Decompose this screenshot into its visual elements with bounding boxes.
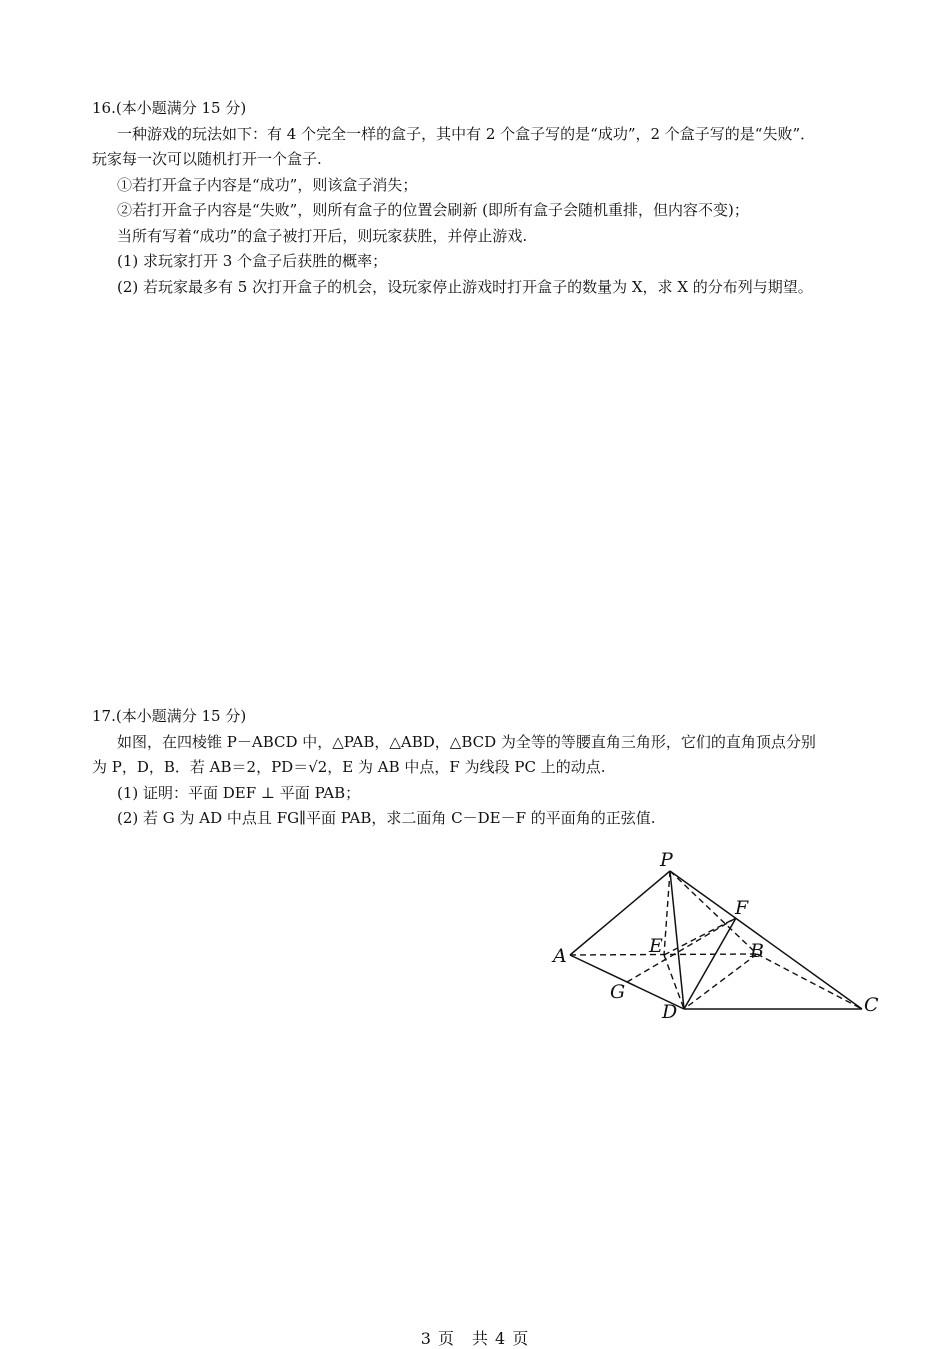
- problem-17-question1: (1) 证明：平面 DEF ⊥ 平面 PAB；: [117, 783, 361, 802]
- problem-16: [92, 96, 872, 300]
- edge-BD: [684, 954, 757, 1009]
- problem-16-rule2: ②若打开盒子内容是“失败”，则所有盒子的位置会刷新 (即所有盒子会随机重排，但内容不变)；: [117, 201, 749, 219]
- problem-17-intro-line2: 为 P，D，B．若 AB＝2，PD＝√2，E 为 AB 中点，F 为线段 PC 上的动点.: [92, 758, 606, 776]
- problem-17: [92, 704, 872, 832]
- problem-16-question2: (2) 若玩家最多有 5 次打开盒子的机会，设玩家停止游戏时打开盒子的数量为 X，求 X 的分布列与期望。: [117, 277, 813, 296]
- label-B: B: [750, 940, 764, 962]
- label-F: F: [735, 897, 749, 919]
- label-P: P: [660, 849, 673, 871]
- label-E: E: [649, 935, 663, 957]
- label-D: D: [662, 1001, 678, 1023]
- label-G: G: [610, 981, 626, 1003]
- problem-17-question2: (2) 若 G 为 AD 中点且 FG∥平面 PAB，求二面角 C－DE－F 的平面角的正弦值.: [117, 809, 656, 827]
- pyramid-figure: [548, 842, 888, 1027]
- problem-17-intro-line1: 如图，在四棱锥 P－ABCD 中，△PAB，△ABD，△BCD 为全等的等腰直角三角形，它们的直角顶点分别: [117, 732, 816, 751]
- problem-17-heading: 17.(本小题满分 15 分): [92, 707, 247, 725]
- problem-16-intro-line1: 一种游戏的玩法如下：有 4 个完全一样的盒子，其中有 2 个盒子写的是“成功”，2 个盒子写的是“失败”．: [117, 124, 816, 143]
- problem-16-question1: (1) 求玩家打开 3 个盒子后获胜的概率；: [117, 252, 388, 270]
- label-C: C: [864, 994, 879, 1016]
- segment-GF: [627, 918, 736, 982]
- page-footer: 3 页 共 4 页: [420, 1329, 530, 1348]
- label-A: A: [553, 945, 567, 967]
- problem-16-rule3: 当所有写着“成功”的盒子被打开后，则玩家获胜，并停止游戏.: [117, 226, 528, 245]
- edge-BC: [757, 954, 862, 1009]
- problem-16-rule1: ①若打开盒子内容是“成功”，则该盒子消失；: [117, 175, 418, 194]
- segment-PE: [664, 871, 670, 955]
- problem-16-heading: 16.(本小题满分 15 分): [92, 99, 247, 117]
- problem-16-intro-line2: 玩家每一次可以随机打开一个盒子.: [92, 150, 322, 168]
